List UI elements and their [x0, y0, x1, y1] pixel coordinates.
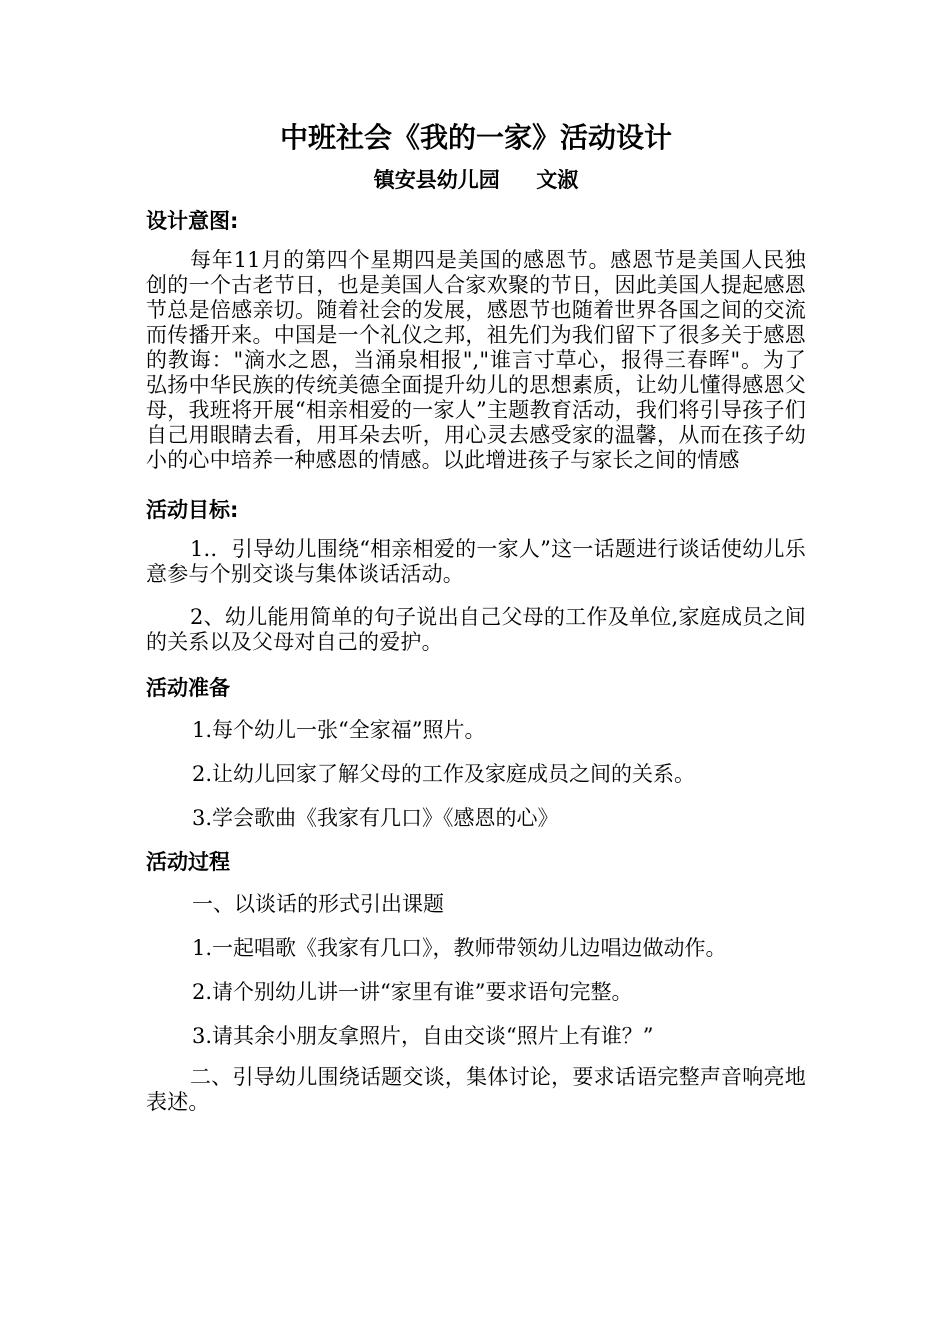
process-item-4: 3.请其余小朋友拿照片，自由交谈“照片上有谁？” [192, 1024, 654, 1048]
document-title: 中班社会《我的一家》活动设计 [279, 121, 672, 154]
document-byline: 镇安县幼儿园 文淑 [373, 168, 579, 192]
prep-item-2: 2.让幼儿回家了解父母的工作及家庭成员之间的关系。 [192, 762, 696, 786]
process-item-2: 1.一起唱歌《我家有几口》，教师带领幼儿边唱边做动作。 [192, 936, 727, 960]
process-item-1: 一、以谈话的形式引出课题 [192, 892, 444, 916]
process-item-5: 二、引导幼儿围绕话题交谈，集体讨论，要求话语完整声音响亮地表述。 [146, 1065, 806, 1114]
section-heading-intent: 设计意图: [146, 209, 239, 233]
intent-paragraph: 每年11月的第四个星期四是美国的感恩节。感恩节是美国人民独创的一个古老节日，也是美国人合家欢聚的节日，因此美国人提起感恩节总是倍感亲切。随着社会的发展，感恩节也随着世界各国之间的交流而传播开来。中国是一个礼仪之邦，祖先们为我们留下了很多关于感恩的教诲："滴水之恩，当涌泉相报","谁言寸草心，报得三春晖"。为了弘扬中华民族的传统美德全面提升幼儿的思想素质，让幼儿懂得感恩父母，我班将开展“相亲相爱的一家人”主题教育活动，我们将引导孩子们自己用眼睛去看，用耳朵去听，用心灵去感受家的温馨，从而在孩子幼小的心中培养一种感恩的情感。以此增进孩子与家长之间的情感 [146, 248, 806, 472]
goal-item-1: 1.．引导幼儿围绕“相亲相爱的一家人”这一话题进行谈话使幼儿乐意参与个别交谈与集体谈话活动。 [146, 537, 806, 586]
process-item-3: 2.请个别幼儿讲一讲“家里有谁”要求语句完整。 [192, 980, 633, 1004]
section-heading-process: 活动过程 [146, 850, 230, 874]
prep-item-1: 1.每个幼儿一张“全家福”照片。 [192, 718, 486, 742]
document-page [146, 118, 806, 1133]
prep-item-3: 3.学会歌曲《我家有几口》《感恩的心》 [192, 806, 559, 830]
section-heading-goals: 活动目标: [146, 498, 239, 522]
goal-item-2: 2、幼儿能用简单的句子说出自己父母的工作及单位,家庭成员之间的关系以及父母对自己的爱护。 [146, 605, 806, 654]
section-heading-prep: 活动准备 [146, 676, 230, 700]
